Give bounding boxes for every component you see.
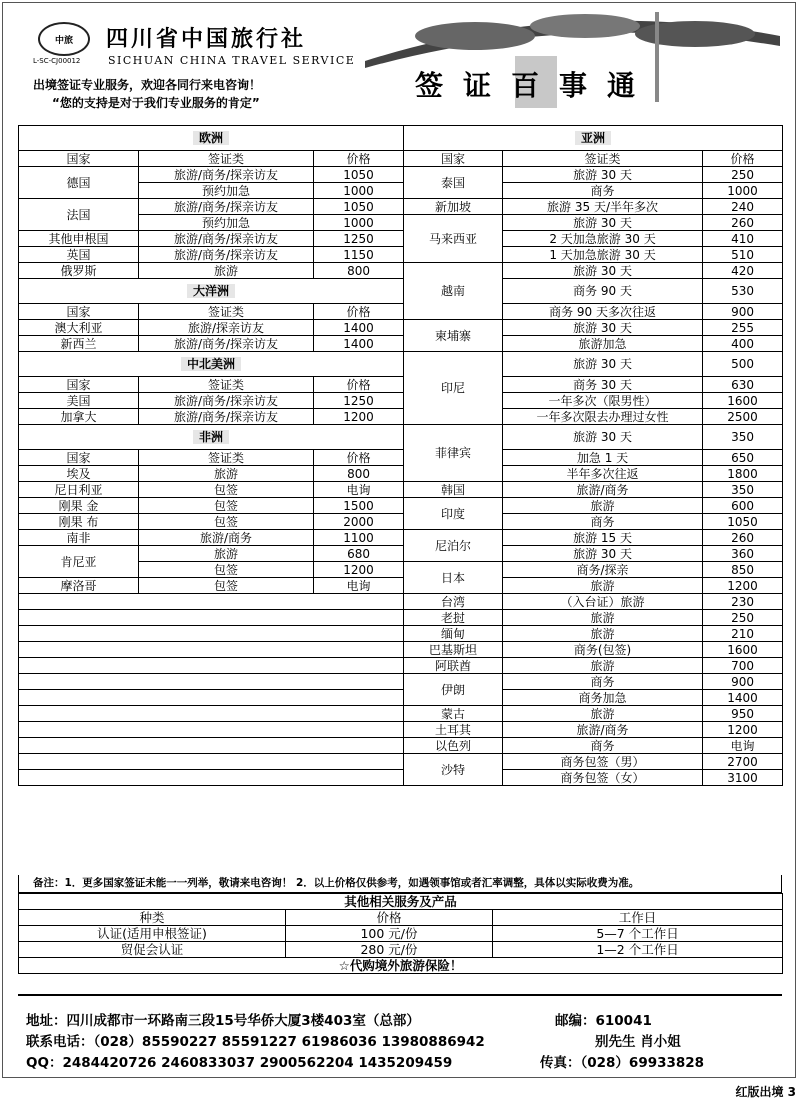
left-price-cell: 680: [314, 546, 404, 562]
left-visa-type-cell: 包签: [139, 578, 314, 594]
table-row: [19, 626, 783, 642]
left-country-cell: 摩洛哥: [19, 578, 139, 594]
qq-numbers: QQ：2484420726 2460833037 2900562204 1435209459: [26, 1055, 453, 1071]
left-visa-type-cell: 包签: [139, 562, 314, 578]
left-visa-type-cell: 包签: [139, 498, 314, 514]
right-price-cell: 1000: [703, 183, 783, 199]
left-country-cell: 澳大利亚: [19, 320, 139, 336]
right-visa-type-cell: 商务: [503, 514, 703, 530]
left-country-cell: 加拿大: [19, 409, 139, 425]
left-visa-type-cell: 预约加急: [139, 183, 314, 199]
table-row: [19, 263, 783, 279]
right-country-cell: 越南: [404, 263, 503, 320]
right-country-cell: 阿联酋: [404, 658, 503, 674]
empty-cell: [19, 594, 404, 610]
left-price-cell: 1400: [314, 336, 404, 352]
left-price-cell: 电询: [314, 482, 404, 498]
left-visa-type-cell: 旅游/商务/探亲访友: [139, 247, 314, 263]
right-price-cell: 410: [703, 231, 783, 247]
right-visa-type-cell: 商务包签（女）: [503, 770, 703, 786]
service-price: 280 元/份: [286, 942, 493, 958]
right-visa-type-cell: 商务: [503, 183, 703, 199]
empty-cell: [19, 722, 404, 738]
left-price-cell: 1200: [314, 409, 404, 425]
right-price-cell: 240: [703, 199, 783, 215]
section-title-africa: [19, 425, 404, 450]
remarks: 备注：1．更多国家签证未能一一列举，敬请来电咨询！ 2．以上价格仅供参考，如遇领事馆或者汇率调整，具体以实际收费为准。: [18, 875, 782, 893]
left-country-cell: 其他申根国: [19, 231, 139, 247]
right-country-cell: 缅甸: [404, 626, 503, 642]
right-price-cell: 350: [703, 482, 783, 498]
right-country-cell: 尼泊尔: [404, 530, 503, 562]
section-title-europe: [19, 126, 404, 151]
service-price: 100 元/份: [286, 926, 493, 942]
col-header-price: 价格: [314, 304, 404, 320]
footer-divider: [18, 994, 782, 996]
left-price-cell: 1500: [314, 498, 404, 514]
right-price-cell: 250: [703, 167, 783, 183]
left-price-cell: 1100: [314, 530, 404, 546]
section-title-americas-text: 中北美洲: [181, 357, 241, 371]
right-price-cell: 1050: [703, 514, 783, 530]
empty-cell: [19, 626, 404, 642]
col-header-visa-type: 签证类: [139, 304, 314, 320]
table-row: [19, 706, 783, 722]
left-country-cell: 刚果 金: [19, 498, 139, 514]
left-country-cell: 德国: [19, 167, 139, 199]
right-visa-type-cell: 旅游: [503, 498, 703, 514]
right-visa-type-cell: 旅游/商务: [503, 722, 703, 738]
table-row: [19, 642, 783, 658]
col-header-price: 价格: [286, 910, 493, 926]
right-price-cell: 650: [703, 450, 783, 466]
section-title-oceania: [19, 279, 404, 304]
right-visa-type-cell: 旅游 15 天: [503, 530, 703, 546]
right-price-cell: 260: [703, 530, 783, 546]
table-row: [19, 690, 783, 706]
section-title-americas: [19, 352, 404, 377]
brand-name-en: SICHUAN CHINA TRAVEL SERVICE: [108, 54, 356, 67]
right-price-cell: 630: [703, 377, 783, 393]
right-country-cell: 印度: [404, 498, 503, 530]
license-number: L-SC-CJ00012: [33, 57, 81, 65]
col-header-country: 国家: [19, 450, 139, 466]
section-title-europe-text: 欧洲: [193, 131, 229, 145]
left-country-cell: 俄罗斯: [19, 263, 139, 279]
right-visa-type-cell: 商务(包签): [503, 642, 703, 658]
table-row: [19, 336, 783, 352]
col-header-visa-type: 签证类: [139, 377, 314, 393]
right-country-cell: 印尼: [404, 352, 503, 425]
left-visa-type-cell: 旅游/商务: [139, 530, 314, 546]
right-country-cell: 柬埔寨: [404, 320, 503, 352]
service-type: 贸促会认证: [19, 942, 286, 958]
service-type: 认证(适用申根签证): [19, 926, 286, 942]
left-country-cell: 埃及: [19, 466, 139, 482]
left-visa-type-cell: 旅游/商务/探亲访友: [139, 336, 314, 352]
empty-cell: [19, 690, 404, 706]
right-country-cell: 土耳其: [404, 722, 503, 738]
col-header-visa-type: 签证类: [139, 450, 314, 466]
right-price-cell: 3100: [703, 770, 783, 786]
left-price-cell: 1250: [314, 393, 404, 409]
table-row: [19, 450, 783, 466]
right-price-cell: 850: [703, 562, 783, 578]
right-visa-type-cell: 加急 1 天: [503, 450, 703, 466]
right-price-cell: 260: [703, 215, 783, 231]
left-country-cell: 法国: [19, 199, 139, 231]
world-map-banner: [355, 6, 785, 114]
right-price-cell: 2700: [703, 754, 783, 770]
empty-cell: [19, 706, 404, 722]
table-row: [19, 594, 783, 610]
right-country-cell: 沙特: [404, 754, 503, 786]
table-row: [19, 377, 783, 393]
postcode: 邮编：610041: [555, 1013, 652, 1029]
table-row: [19, 578, 783, 594]
right-visa-type-cell: 2 天加急旅游 30 天: [503, 231, 703, 247]
section-title-asia: [404, 126, 783, 151]
empty-cell: [19, 674, 404, 690]
table-row: [19, 425, 783, 450]
empty-cell: [19, 658, 404, 674]
right-visa-type-cell: 商务 30 天: [503, 377, 703, 393]
right-visa-type-cell: 旅游: [503, 626, 703, 642]
left-visa-type-cell: 旅游/商务/探亲访友: [139, 409, 314, 425]
right-visa-type-cell: 旅游 30 天: [503, 352, 703, 377]
tagline-2: “您的支持是对于我们专业服务的肯定”: [52, 96, 260, 110]
left-country-cell: 肯尼亚: [19, 546, 139, 578]
table-row: [19, 754, 783, 770]
fax-number: 传真：（028）69933828: [540, 1055, 705, 1071]
right-price-cell: 230: [703, 594, 783, 610]
col-header-country: 国家: [19, 151, 139, 167]
col-header-price: 价格: [314, 377, 404, 393]
right-visa-type-cell: 旅游: [503, 658, 703, 674]
right-price-cell: 500: [703, 352, 783, 377]
left-visa-type-cell: 旅游/商务/探亲访友: [139, 167, 314, 183]
section-title-africa-text: 非洲: [193, 430, 229, 444]
col-header-country: 国家: [19, 304, 139, 320]
table-row: [19, 199, 783, 215]
right-visa-type-cell: 商务包签（男）: [503, 754, 703, 770]
right-visa-type-cell: 一年多次限去办理过女性: [503, 409, 703, 425]
right-visa-type-cell: 旅游 30 天: [503, 320, 703, 336]
right-price-cell: 1200: [703, 722, 783, 738]
empty-cell: [19, 770, 404, 786]
col-header-type: 种类: [19, 910, 286, 926]
left-price-cell: 800: [314, 466, 404, 482]
left-country-cell: 英国: [19, 247, 139, 263]
table-row: [19, 770, 783, 786]
right-visa-type-cell: 商务: [503, 674, 703, 690]
right-price-cell: 600: [703, 498, 783, 514]
right-visa-type-cell: 商务 90 天: [503, 279, 703, 304]
service-workdays: 1—2 个工作日: [493, 942, 783, 958]
col-header-visa-type: 签证类: [503, 151, 703, 167]
empty-cell: [19, 642, 404, 658]
empty-cell: [19, 610, 404, 626]
right-visa-type-cell: 旅游 30 天: [503, 425, 703, 450]
right-country-cell: 泰国: [404, 167, 503, 199]
left-visa-type-cell: 包签: [139, 482, 314, 498]
right-visa-type-cell: 半年多次往返: [503, 466, 703, 482]
page-label: 红版出境 3: [735, 1085, 796, 1099]
right-visa-type-cell: 商务/探亲: [503, 562, 703, 578]
right-price-cell: 950: [703, 706, 783, 722]
left-price-cell: 1050: [314, 199, 404, 215]
left-visa-type-cell: 预约加急: [139, 215, 314, 231]
table-row: [19, 231, 783, 247]
right-visa-type-cell: 旅游 35 天/半年多次: [503, 199, 703, 215]
table-row: [19, 610, 783, 626]
logo-text: 中旅: [54, 35, 73, 46]
empty-cell: [19, 738, 404, 754]
table-row: [19, 151, 783, 167]
left-country-cell: 美国: [19, 393, 139, 409]
right-visa-type-cell: （入台证）旅游: [503, 594, 703, 610]
right-visa-type-cell: 商务: [503, 738, 703, 754]
left-price-cell: 1250: [314, 231, 404, 247]
right-price-cell: 1600: [703, 393, 783, 409]
table-row: [19, 482, 783, 498]
service-workdays: 5—7 个工作日: [493, 926, 783, 942]
col-header-visa-type: 签证类: [139, 151, 314, 167]
table-row: [19, 674, 783, 690]
right-price-cell: 1800: [703, 466, 783, 482]
table-row: [19, 722, 783, 738]
table-row: [19, 658, 783, 674]
right-price-cell: 1200: [703, 578, 783, 594]
table-row: [19, 738, 783, 754]
table-row: [19, 167, 783, 183]
left-visa-type-cell: 旅游/商务/探亲访友: [139, 231, 314, 247]
right-visa-type-cell: 1 天加急旅游 30 天: [503, 247, 703, 263]
left-country-cell: 刚果 布: [19, 514, 139, 530]
left-price-cell: 800: [314, 263, 404, 279]
left-country-cell: 尼日利亚: [19, 482, 139, 498]
right-price-cell: 420: [703, 263, 783, 279]
left-visa-type-cell: 旅游/商务/探亲访友: [139, 199, 314, 215]
right-visa-type-cell: 旅游: [503, 610, 703, 626]
tagline-1: 出境签证专业服务，欢迎各同行来电咨询！: [33, 78, 262, 92]
table-row: [19, 514, 783, 530]
left-visa-type-cell: 旅游: [139, 466, 314, 482]
left-visa-type-cell: 旅游: [139, 263, 314, 279]
right-price-cell: 360: [703, 546, 783, 562]
table-row: [19, 320, 783, 336]
col-header-price: 价格: [703, 151, 783, 167]
left-country-cell: 南非: [19, 530, 139, 546]
col-header-price: 价格: [314, 151, 404, 167]
table-row: [19, 279, 783, 304]
right-price-cell: 400: [703, 336, 783, 352]
right-country-cell: 以色列: [404, 738, 503, 754]
table-row: [19, 304, 783, 320]
left-visa-type-cell: 包签: [139, 514, 314, 530]
right-price-cell: 210: [703, 626, 783, 642]
right-price-cell: 255: [703, 320, 783, 336]
table-row: [19, 126, 783, 151]
table-row: [19, 498, 783, 514]
col-header-country: 国家: [404, 151, 503, 167]
right-price-cell: 电询: [703, 738, 783, 754]
section-title-asia-text: 亚洲: [575, 131, 611, 145]
right-visa-type-cell: 旅游 30 天: [503, 215, 703, 231]
left-price-cell: 1050: [314, 167, 404, 183]
left-price-cell: 1000: [314, 183, 404, 199]
table-row: [19, 352, 783, 377]
empty-cell: [19, 754, 404, 770]
table-row: [19, 546, 783, 562]
right-visa-type-cell: 旅游 30 天: [503, 546, 703, 562]
col-header-country: 国家: [19, 377, 139, 393]
right-country-cell: 蒙古: [404, 706, 503, 722]
other-services-title: 其他相关服务及产品: [19, 894, 783, 910]
right-country-cell: 马来西亚: [404, 215, 503, 263]
insurance-notice: ☆代购境外旅游保险！: [19, 958, 783, 974]
left-price-cell: 1200: [314, 562, 404, 578]
left-visa-type-cell: 旅游/商务/探亲访友: [139, 393, 314, 409]
right-price-cell: 900: [703, 304, 783, 320]
right-visa-type-cell: 旅游 30 天: [503, 167, 703, 183]
right-country-cell: 新加坡: [404, 199, 503, 215]
left-price-cell: 2000: [314, 514, 404, 530]
right-visa-type-cell: 一年多次（限男性）: [503, 393, 703, 409]
right-visa-type-cell: 旅游 30 天: [503, 263, 703, 279]
left-price-cell: 电询: [314, 578, 404, 594]
right-country-cell: 菲律宾: [404, 425, 503, 482]
other-services-table: [18, 893, 783, 974]
right-visa-type-cell: 商务加急: [503, 690, 703, 706]
right-price-cell: 1600: [703, 642, 783, 658]
right-price-cell: 510: [703, 247, 783, 263]
right-price-cell: 350: [703, 425, 783, 450]
phone-numbers: 联系电话：（028）85590227 85591227 61986036 13980886942: [26, 1034, 485, 1050]
left-country-cell: 新西兰: [19, 336, 139, 352]
right-price-cell: 250: [703, 610, 783, 626]
left-visa-type-cell: 旅游/探亲访友: [139, 320, 314, 336]
left-visa-type-cell: 旅游: [139, 546, 314, 562]
right-country-cell: 伊朗: [404, 674, 503, 706]
brand-name-cn: 四川省中国旅行社: [106, 26, 307, 52]
right-visa-type-cell: 商务 90 天多次往返: [503, 304, 703, 320]
table-row: [19, 530, 783, 546]
right-price-cell: 900: [703, 674, 783, 690]
col-header-price: 价格: [314, 450, 404, 466]
right-visa-type-cell: 旅游: [503, 578, 703, 594]
right-country-cell: 台湾: [404, 594, 503, 610]
table-row: [19, 247, 783, 263]
table-row: [19, 393, 783, 409]
right-visa-type-cell: 旅游: [503, 706, 703, 722]
right-price-cell: 700: [703, 658, 783, 674]
contact-persons: 别先生 肖小姐: [595, 1034, 681, 1050]
left-price-cell: 1150: [314, 247, 404, 263]
right-visa-type-cell: 旅游加急: [503, 336, 703, 352]
section-title-oceania-text: 大洋洲: [187, 284, 235, 298]
table-row: [19, 466, 783, 482]
right-price-cell: 2500: [703, 409, 783, 425]
left-price-cell: 1000: [314, 215, 404, 231]
table-row: [19, 409, 783, 425]
visa-price-table: [18, 125, 783, 786]
right-country-cell: 巴基斯坦: [404, 642, 503, 658]
address: 地址：四川成都市一环路南三段15号华侨大厦3楼403室（总部）: [26, 1013, 420, 1029]
right-country-cell: 老挝: [404, 610, 503, 626]
col-header-workdays: 工作日: [493, 910, 783, 926]
right-country-cell: 韩国: [404, 482, 503, 498]
right-country-cell: 日本: [404, 562, 503, 594]
left-price-cell: 1400: [314, 320, 404, 336]
banner-title: 签证百事通: [415, 69, 656, 102]
right-price-cell: 1400: [703, 690, 783, 706]
right-price-cell: 530: [703, 279, 783, 304]
right-visa-type-cell: 旅游/商务: [503, 482, 703, 498]
company-logo: [38, 22, 90, 56]
